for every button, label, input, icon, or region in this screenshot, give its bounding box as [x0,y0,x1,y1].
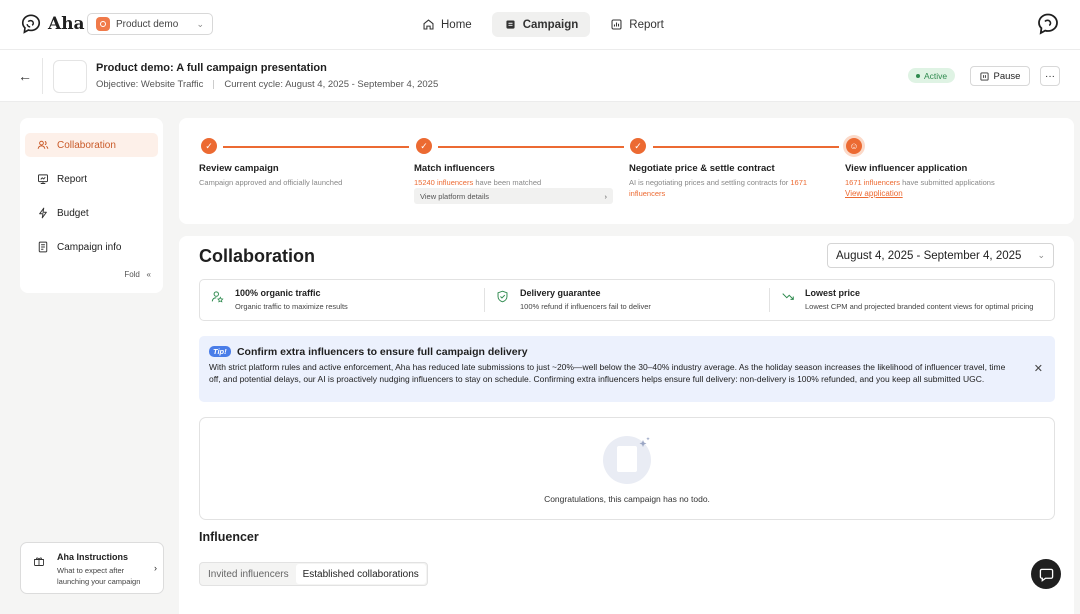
step-1-title: Review campaign [199,163,279,174]
step-1-icon: ✓ [201,138,217,154]
more-icon: ··· [1045,70,1055,82]
pause-button[interactable] [970,66,1030,86]
step-connector [653,146,839,148]
nav-home[interactable] [410,12,484,37]
chat-icon [1039,567,1054,582]
step-3-desc-text: AI is negotiating prices and settling contracts for [629,178,789,187]
sidebar-item-label: Collaboration [57,139,116,151]
influencer-section-title: Influencer [199,530,259,544]
project-selector-value: Product demo [116,18,179,30]
sidebar-item-label: Campaign info [57,241,122,253]
matched-count: 15240 influencers [414,178,474,187]
pause-icon [980,72,989,81]
feature-title: Delivery guarantee [520,288,601,298]
tip-banner [199,336,1055,402]
step-3-desc-text-2: influencers [629,189,666,198]
feature-desc: 100% refund if influencers fail to deliver [520,302,651,311]
aha-logo-icon [20,13,42,35]
brand-name: Aha [48,14,85,34]
instructions-desc: What to expect after launching your campaign [57,566,141,586]
project-selector[interactable] [87,13,213,35]
user-avatar-icon[interactable] [1036,12,1060,36]
feature-lowest-price [769,288,1054,312]
close-icon[interactable]: ✕ [1033,363,1043,375]
nav-report-label: Report [629,18,664,31]
todo-panel [199,417,1055,520]
chevron-right-icon: › [604,191,607,201]
step-connector [438,146,624,148]
feature-title: Lowest price [805,288,861,298]
step-4-desc-text: have submitted applications [902,178,995,187]
step-3-title: Negotiate price & settle contract [629,163,775,174]
trend-down-icon [781,290,795,303]
nav-campaign[interactable] [492,12,591,37]
feature-highlights [199,279,1055,321]
campaign-header [0,50,1080,102]
step-4-icon: ☺ [846,138,862,154]
nav-campaign-label: Campaign [522,18,579,31]
chevron-right-icon: › [154,563,157,573]
tip-body: With strict platform rules and active enforcement, Aha has reduced late submissions to just ~20%—well below the 30–40% industry average. As the holiday season increases the likelihood of influencer travel, time off, and potential delays, our AI is proactively nudging influencers to stay on schedule. Confirming extra influencers helps ensure full delivery: non-delivery is 100% refunded, and you keep all submitted UGC. [209,362,1006,384]
campaign-meta [96,79,438,90]
tab-invited-influencers[interactable]: Invited influencers [208,568,289,580]
users-icon [37,139,49,151]
applications-count: 1671 influencers [845,178,901,187]
shield-check-icon [496,290,509,303]
tip-badge: Tip! [209,346,231,357]
progress-steps [179,118,1074,224]
sidebar-item-collaboration[interactable] [25,133,158,157]
campaign-icon [504,18,517,31]
report-icon [37,173,49,185]
tab-established-collaborations[interactable]: Established collaborations [296,564,426,584]
divider [42,58,43,94]
negotiating-count: 1671 [790,178,808,187]
tip-title: Confirm extra influencers to ensure full campaign delivery [236,345,528,358]
campaign-thumbnail [53,60,87,93]
sidebar-item-label: Budget [57,207,89,219]
chevron-down-icon: ⌄ [196,18,204,29]
step-2-title: Match influencers [414,163,495,174]
sidebar [20,118,163,293]
instructions-card[interactable] [20,542,164,594]
nav-report[interactable] [598,12,676,37]
more-options-button[interactable] [1040,66,1060,86]
campaign-title: Product demo: A full campaign presentation [96,62,327,74]
chat-button[interactable] [1031,559,1061,589]
lightning-icon [37,207,49,219]
feature-title: 100% organic traffic [235,288,321,298]
status-badge [908,68,955,83]
step-3-desc [629,177,829,199]
feature-delivery-guarantee [484,288,769,312]
nav-home-label: Home [441,18,472,31]
sidebar-item-report[interactable] [25,167,158,191]
page-title: Collaboration [199,246,315,266]
date-range-value: August 4, 2025 - September 4, 2025 [836,249,1022,262]
user-star-icon [211,290,224,303]
divider [213,80,214,89]
view-application-link[interactable]: View application [845,189,903,198]
step-2-icon: ✓ [416,138,432,154]
collaboration-panel [179,236,1074,614]
sidebar-item-label: Report [57,173,88,185]
feature-desc: Organic traffic to maximize results [235,302,348,311]
logo[interactable] [20,13,85,35]
project-icon [96,17,110,31]
step-4-title: View influencer application [845,163,968,174]
back-arrow-icon[interactable]: ← [18,68,32,84]
chevron-down-icon: ⌄ [1037,250,1045,260]
feature-desc: Lowest CPM and projected branded content views for optimal pricing [805,302,1034,311]
influencer-tabs [199,562,428,586]
step-connector [223,146,409,148]
sidebar-item-campaign-info[interactable] [25,235,158,259]
chevron-double-left-icon: « [146,270,151,279]
campaign-objective: Objective: Website Traffic [96,79,204,90]
report-icon [610,18,623,31]
gift-icon [33,555,45,567]
status-label: Active [924,70,948,81]
document-icon [37,241,49,253]
pause-label: Pause [993,70,1021,82]
step-2-desc-text: have been matched [475,178,542,187]
feature-organic-traffic [200,280,484,320]
empty-todo-illustration-icon [602,433,654,485]
fold-button[interactable] [124,270,151,279]
home-icon [422,18,435,31]
main-nav [410,12,676,37]
view-platform-details-label: View platform details [420,191,490,201]
step-3-icon: ✓ [630,138,646,154]
view-platform-details-button[interactable] [414,188,613,204]
step-2-desc [414,177,541,188]
date-range-selector[interactable] [827,243,1054,268]
top-bar [0,0,1080,50]
instructions-title: Aha Instructions [57,552,129,562]
campaign-cycle: Current cycle: August 4, 2025 - September 4, 2025 [224,79,439,90]
empty-todo-message: Congratulations, this campaign has no todo. [544,494,710,504]
step-1-desc: Campaign approved and officially launched [199,178,343,187]
fold-label: Fold [124,270,140,279]
sidebar-item-budget[interactable] [25,201,158,225]
step-4-desc [845,177,995,199]
status-dot [916,74,920,78]
